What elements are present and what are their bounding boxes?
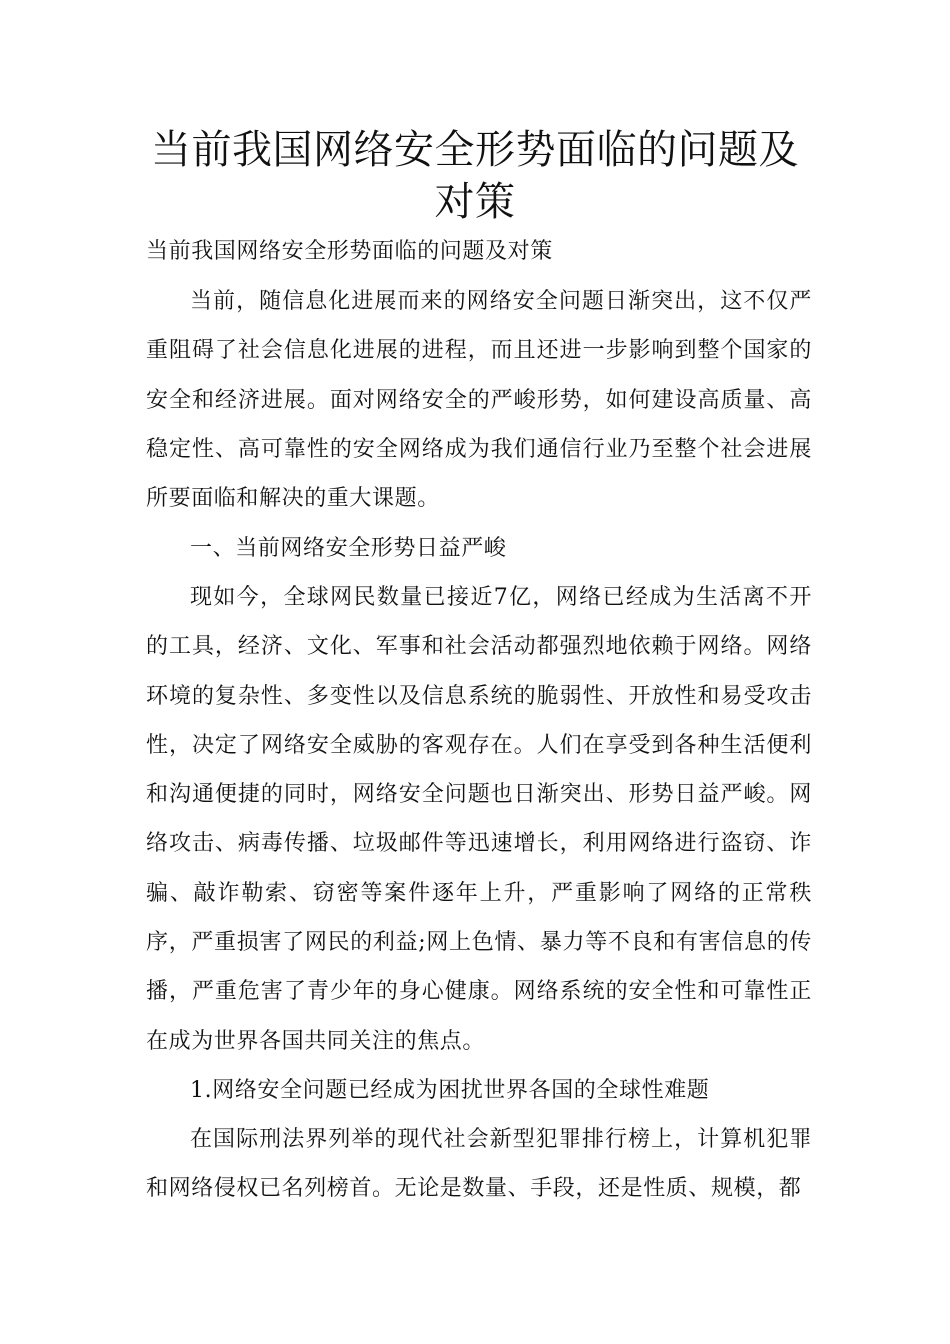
document-title: 当前我国网络安全形势面临的问题及对策 (151, 127, 799, 225)
section-heading-1: 一、当前网络安全形势日益严峻 (190, 536, 507, 561)
paragraph-international-crime: 在国际刑法界列举的现代社会新型犯罪排行榜上，计算机犯罪和网络侵权已名列榜首。无论是数量、手段，还是性质、规模，都 (146, 1127, 812, 1202)
paragraph-network-situation: 现如今，全球网民数量已接近7亿，网络已经成为生活离不开的工具，经济、文化、军事和社会活动都强烈地依赖于网络。网络环境的复杂性、多变性以及信息系统的脆弱性、开放性和易受攻击性，决定了网络安全威胁的客观存在。人们在享受到各种生活便利和沟通便捷的同时，网络安全问题也日渐突出、形势日益严峻。网络攻击、病毒传播、垃圾邮件等迅速增长，利用网络进行盗窃、诈骗、敲诈勒索、窃密等案件逐年上升，严重影响了网络的正常秩序，严重损害了网民的利益;网上色情、暴力等不良和有害信息的传播，严重危害了青少年的身心健康。网络系统的安全性和可靠性正在成为世界各国共同关注的焦点。 (146, 585, 812, 1054)
subsection-heading-1-1: 1.网络安全问题已经成为困扰世界各国的全球性难题 (190, 1078, 710, 1103)
paragraph-intro: 当前，随信息化进展而来的网络安全问题日渐突出，这不仅严重阻碍了社会信息化进展的进程，而且还进一步影响到整个国家的安全和经济进展。面对网络安全的严峻形势，如何建设高质量、高稳定性、高可靠性的安全网络成为我们通信行业乃至整个社会进展所要面临和解决的重大课题。 (146, 289, 812, 512)
document-subtitle: 当前我国网络安全形势面临的问题及对策 (146, 239, 553, 264)
